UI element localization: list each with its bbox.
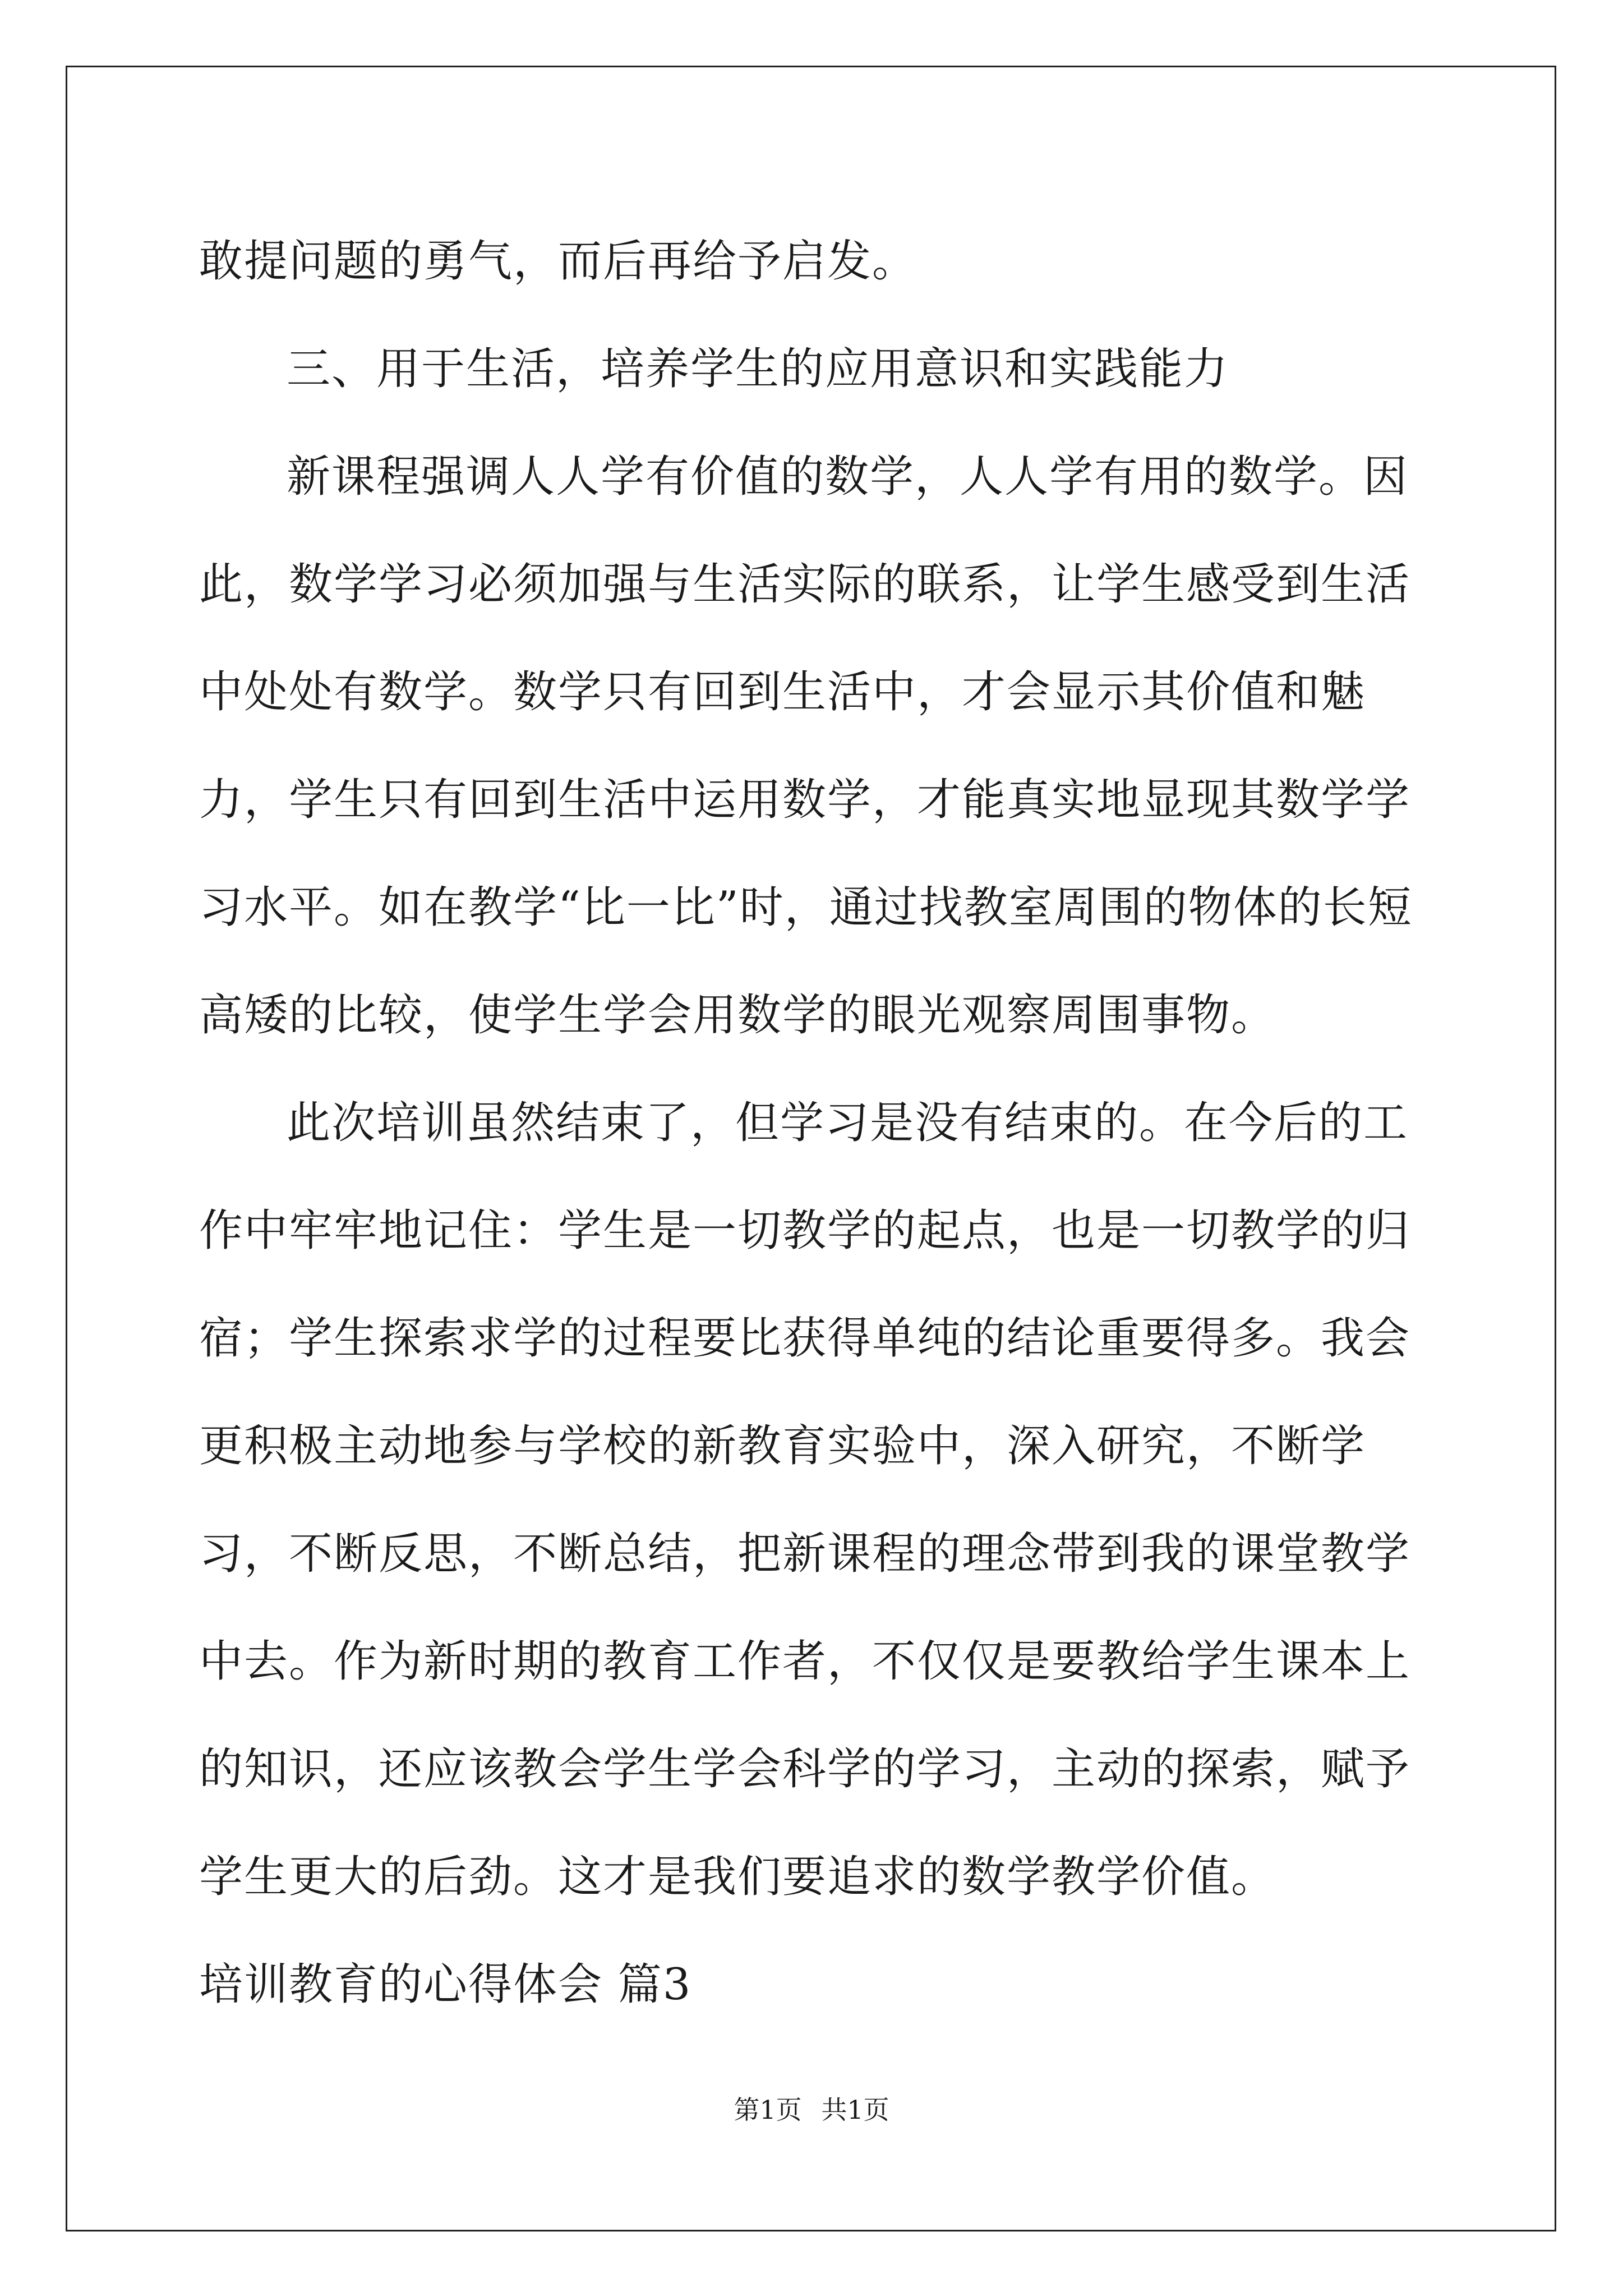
paragraph-1: 敢提问题的勇气，而后再给予启发。 [199, 236, 917, 287]
paragraph-3: 新课程强调人人学有价值的数学，人人学有用的数学。因此，数学学习必须加强与生活实际的联系，让学生感受到生活中处处有数学。数学只有回到生活中，才会显示其价值和魅力，学生只有回到生活中运用数学，才能真实地显现其数学学习水平。如在教学“比一比”时，通过找教室周围的物体的长短高矮的比较，使学生学会用数学的眼光观察周围事物。 [199, 452, 1413, 1041]
paragraph-4: 此次培训虽然结束了，但学习是没有结束的。在今后的工作中牢牢地记住：学生是一切教学的起点，也是一切教学的归宿；学生探索求学的过程要比获得单纯的结论重要得多。我会更积极主动地参与学校的新教育实验中，深入研究，不断学习，不断反思，不断总结，把新课程的理念带到我的课堂教学中去。作为新时期的教育工作者，不仅仅是要教给学生课本上的知识，还应该教会学生学会科学的学习，主动的探索，赋予学生更大的后劲。这才是我们要追求的数学教学价值。 [199, 1098, 1411, 1902]
section-heading: 培训教育的心得体会 篇3 [199, 1959, 692, 2010]
paragraph-2-subheading: 三、用于生活，培养学生的应用意识和实践能力 [287, 344, 1229, 394]
document-body [199, 208, 1433, 2039]
page-number: 第1页 [734, 2095, 802, 2125]
page-footer [0, 2090, 1623, 2127]
page-total: 共1页 [821, 2095, 889, 2125]
